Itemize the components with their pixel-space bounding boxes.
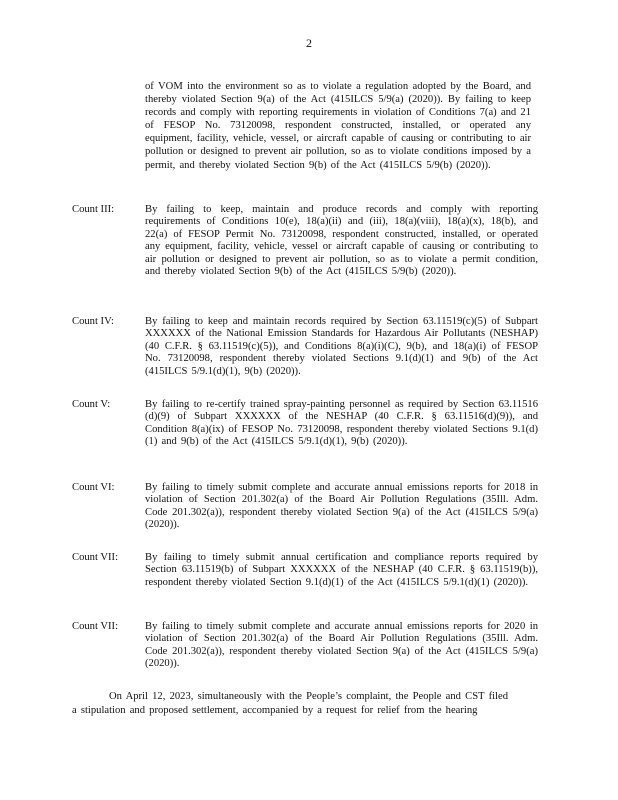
count-text: By failing to keep, maintain and produce records and comply with reporting requirements of Conditions 10(e), 18(a)(ii) and (iii), 18(a)(viii), 18(a)(x), 18(b), and 22(a) of FESOP Permit No. 73120098, respondent constructed, installed, or operated any equipment, facility, vehicle, vessel or aircraft capable of causing or contributing to air pollution or designed to prevent air pollution, so as to violate a permit condition, and thereby violated Section 9(b) of the Act (415ILCS 5/9(b) (2020)).: [145, 204, 538, 278]
count-label: Count V:: [72, 399, 111, 410]
continuation-paragraph: of VOM into the environment so as to violate a regulation adopted by the Board, and thereby violated Section 9(a) of the Act (415ILCS 5/9(a) (2020)). By failing to keep records and comply with reporting requirements in violation of Conditions 7(a) and 21 of FESOP No. 73120098, respondent constructed, installed, or operated any equipment, facility, vehicle, vessel, or aircraft capable of causing or contributing to air pollution or designed to prevent air pollution, so as to violate conditions imposed by a permit, and thereby violated Section 9(b) of the Act (415ILCS 5/9(b) (2020)).: [145, 81, 531, 171]
count-item: [72, 316, 538, 378]
final-paragraph: On April 12, 2023, simultaneously with the People’s complaint, the People and CST filed a stipulation and proposed settlement, accompanied by a request for relief from the hearing: [72, 691, 508, 716]
count-text: By failing to timely submit annual certification and compliance reports required by Section 63.11519(b) of Subpart XXXXXX of the NESHAP (40 C.F.R. § 63.11519(b)), respondent thereby violated Section 9.1(d)(1) of the Act (415ILCS 5/9.1(d)(1) (2020)).: [145, 552, 538, 588]
count-label: Count VII:: [72, 552, 119, 563]
count-text: By failing to timely submit complete and accurate annual emissions reports for 2018 in violation of Section 201.302(a) of the Board Air Pollution Regulations (35Ill. Adm. Code 201.302(a)), respondent thereby violated Section 9(a) of the Act (415ILCS 5/9(a) (2020)).: [145, 482, 538, 531]
count-item: [72, 482, 538, 532]
count-text: By failing to timely submit complete and accurate annual emissions reports for 2020 in violation of Section 201.302(a) of the Board Air Pollution Regulations (35Ill. Adm. Code 201.302(a)), respondent thereby violated Section 9(a) of the Act (415ILCS 5/9(a) (2020)).: [145, 621, 538, 670]
count-label: Count VII:: [72, 621, 119, 632]
count-item: [72, 552, 538, 589]
count-label: Count VI:: [72, 482, 115, 493]
count-label: Count IV:: [72, 316, 114, 327]
count-item: [72, 399, 538, 449]
count-text: By failing to re-certify trained spray-painting personnel as required by Section 63.11516 (d)(9) of Subpart XXXXXX of the NESHAP (40 C.F.R. § 63.11516(d)(9)), and Condition 8(a)(ix) of FESOP No. 73120098, respondent thereby violated Sections 9.1(d)(1) and 9(b) of the Act (415ILCS 5/9.1(d)(1), 9(b) (2020)).: [145, 399, 538, 448]
count-text: By failing to keep and maintain records required by Section 63.11519(c)(5) of Subpart XXXXXX of the National Emission Standards for Hazardous Air Pollutants (NESHAP) (40 C.F.R. § 63.11519(c)(5)), and Conditions 8(a)(i)(C), 9(b), and 18(a)(i) of FESOP No. 73120098, respondent thereby violated Sections 9.1(d)(1) and 9(b) of the Act (415ILCS 5/9.1(d)(1), 9(b) (2020)).: [145, 316, 538, 377]
count-label: Count III:: [72, 204, 115, 215]
count-item: [72, 204, 538, 278]
count-item: [72, 621, 538, 671]
page-number: 2: [306, 36, 312, 50]
